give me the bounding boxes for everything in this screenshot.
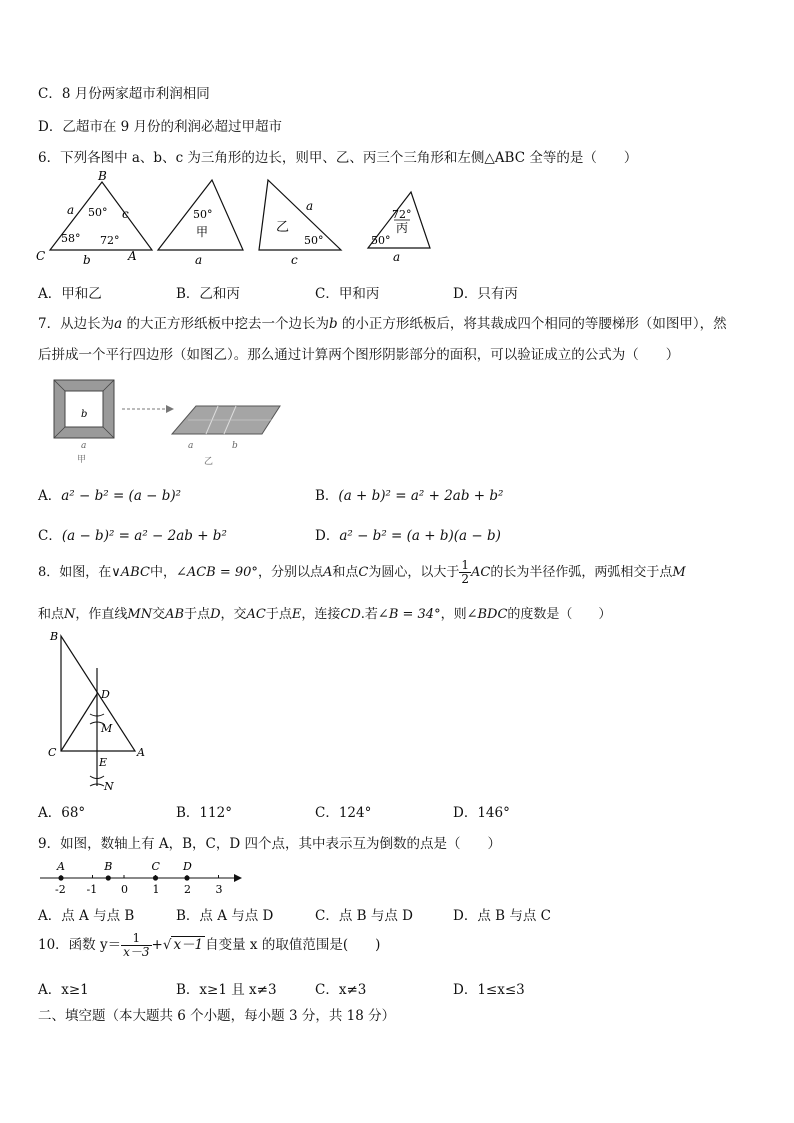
- yi-side-a: a: [306, 199, 314, 213]
- q8-option-a: A．68°: [38, 805, 86, 821]
- figure-jia: [54, 380, 114, 465]
- q7-stem-line2: 后拼成一个平行四边形（如图乙）。那么通过计算两个图形阴影部分的面积，可以验证成立的公式为（ ）: [38, 347, 680, 363]
- q8-stem-line2: 和点N，作直线MN交AB于点D，交AC于点E，连接CD.若∠B = 34°，则∠BDC的度数是（ ）: [38, 607, 612, 622]
- axis-point-label: A: [57, 860, 65, 873]
- triangle-yi: [259, 180, 341, 267]
- jia-name: 甲: [196, 225, 209, 239]
- axis-point-label: D: [183, 860, 192, 873]
- jia-caption: 甲: [77, 455, 87, 465]
- section-2-heading: 二、填空题（本大题共 6 个小题，每小题 3 分，共 18 分）: [38, 1008, 396, 1024]
- axis-point-D: [184, 875, 189, 880]
- q10-option-d: D．1≤x≤3: [453, 982, 525, 998]
- label-b: b: [83, 253, 91, 267]
- axis-tick-label: 3: [215, 883, 223, 896]
- jia-b-label: b: [81, 409, 88, 420]
- fig8-B: B: [50, 630, 59, 643]
- bing-angle-top: 72°: [392, 208, 412, 221]
- q6-triangles-figure: [30, 168, 450, 270]
- q7-option-a: A．a² − b² = (a − b)²: [38, 488, 182, 504]
- q8-option-c: C．124°: [315, 805, 372, 821]
- fig8-D: D: [101, 688, 110, 701]
- fig8-M: M: [101, 722, 113, 735]
- q7-option-b: B．(a + b)² = a² + 2ab + b²: [315, 488, 504, 504]
- q10-option-b: B．x≥1 且 x≠3: [176, 982, 277, 998]
- axis-point-A: [58, 875, 63, 880]
- yi-side-c: c: [291, 253, 298, 267]
- fig8-N: N: [104, 780, 114, 793]
- jia-angle: 50°: [193, 208, 213, 221]
- q8-option-d: D．146°: [453, 805, 510, 821]
- q9-option-b: B．点 A 与点 D: [176, 908, 274, 924]
- q8-figure: [40, 628, 160, 794]
- label-C: C: [36, 249, 46, 263]
- fig8-A: A: [137, 746, 145, 759]
- yi-a-label: a: [188, 441, 194, 451]
- triangle-jia: [158, 180, 243, 267]
- q9-stem: 9．如图，数轴上有 A，B，C，D 四个点，其中表示互为倒数的点是（ ）: [38, 836, 501, 852]
- q9-option-c: C．点 B 与点 D: [315, 908, 413, 924]
- q9-option-a: A．点 A 与点 B: [38, 908, 135, 924]
- q5-option-c: C．8 月份两家超市利润相同: [38, 86, 210, 102]
- q10-radical: x－1: [173, 937, 204, 953]
- q10-option-c: C．x≠3: [315, 982, 367, 998]
- bing-angle-left: 50°: [371, 234, 391, 247]
- triangle-abc: [36, 169, 152, 267]
- axis-point-label: B: [104, 860, 113, 873]
- label-A: A: [128, 249, 137, 263]
- q7-figure: [48, 376, 288, 466]
- axis-tick-label: 2: [184, 883, 191, 896]
- axis-tick-label: -1: [86, 883, 98, 896]
- q10-stem: 10．函数 y＝ $\frac{1}{x-3}$ +√ x－1 自变量 x 的取值范围是( ): [38, 931, 381, 959]
- jia-a-label: a: [81, 441, 87, 451]
- q6-option-b: B．乙和丙: [176, 286, 240, 302]
- yi-caption: 乙: [204, 457, 214, 466]
- q7-option-d: D．a² − b² = (a + b)(a − b): [315, 528, 501, 544]
- bing-name: 丙: [396, 221, 409, 235]
- q9-option-d: D．点 B 与点 C: [453, 908, 551, 924]
- yi-b-label: b: [232, 441, 238, 451]
- axis-point-C: [153, 875, 158, 880]
- fig8-E: E: [99, 756, 108, 769]
- figure-yi: [172, 406, 280, 466]
- angle-B: 50°: [88, 206, 108, 219]
- axis-tick-label: -2: [55, 883, 66, 896]
- label-B: B: [98, 169, 107, 183]
- q7-stem-line1: 7．从边长为a 的大正方形纸板中挖去一个边长为b 的小正方形纸板后，将其裁成四个相同的等腰梯形（如图甲），然: [38, 316, 727, 332]
- q10-fraction: $\frac{1}{x-3}$: [123, 931, 150, 959]
- q5-option-d: D．乙超市在 9 月份的利润必超过甲超市: [38, 119, 282, 135]
- triangle-bing: [368, 192, 430, 264]
- q6-option-d: D．只有丙: [453, 286, 518, 302]
- q9-number-line: [38, 858, 248, 898]
- q8-option-b: B．112°: [176, 805, 232, 821]
- axis-point-B: [106, 875, 111, 880]
- axis-tick-label: 1: [152, 883, 160, 896]
- label-c: c: [122, 207, 129, 221]
- jia-side: a: [195, 253, 203, 267]
- q6-option-c: C．甲和丙: [315, 286, 380, 302]
- q8-fraction: $\frac{1}{2}$: [461, 558, 469, 586]
- axis-point-label: C: [151, 860, 160, 873]
- angle-A: 72°: [100, 234, 120, 247]
- yi-name: 乙: [276, 220, 290, 235]
- axis-tick-label: 0: [121, 883, 128, 896]
- q8-stem-line1: 8．如图，在∨ABC中，∠ACB = 90°，分别以点A和点C为圆心，以大于 $\frac{1}{2}$ AC的长为半径作弧，两弧相交于点M: [38, 558, 686, 586]
- yi-angle: 50°: [304, 234, 324, 247]
- fig8-C: C: [48, 746, 57, 759]
- label-a: a: [67, 203, 75, 217]
- q7-option-c: C．(a − b)² = a² − 2ab + b²: [38, 528, 227, 544]
- q10-option-a: A．x≥1: [38, 982, 89, 998]
- q6-stem: 6．下列各图中 a、b、c 为三角形的边长，则甲、乙、丙三个三角形和左侧△ABC 全等的是（ ）: [38, 150, 638, 166]
- q6-option-a: A．甲和乙: [38, 286, 102, 302]
- bing-side: a: [393, 250, 401, 264]
- angle-C: 58°: [61, 232, 81, 245]
